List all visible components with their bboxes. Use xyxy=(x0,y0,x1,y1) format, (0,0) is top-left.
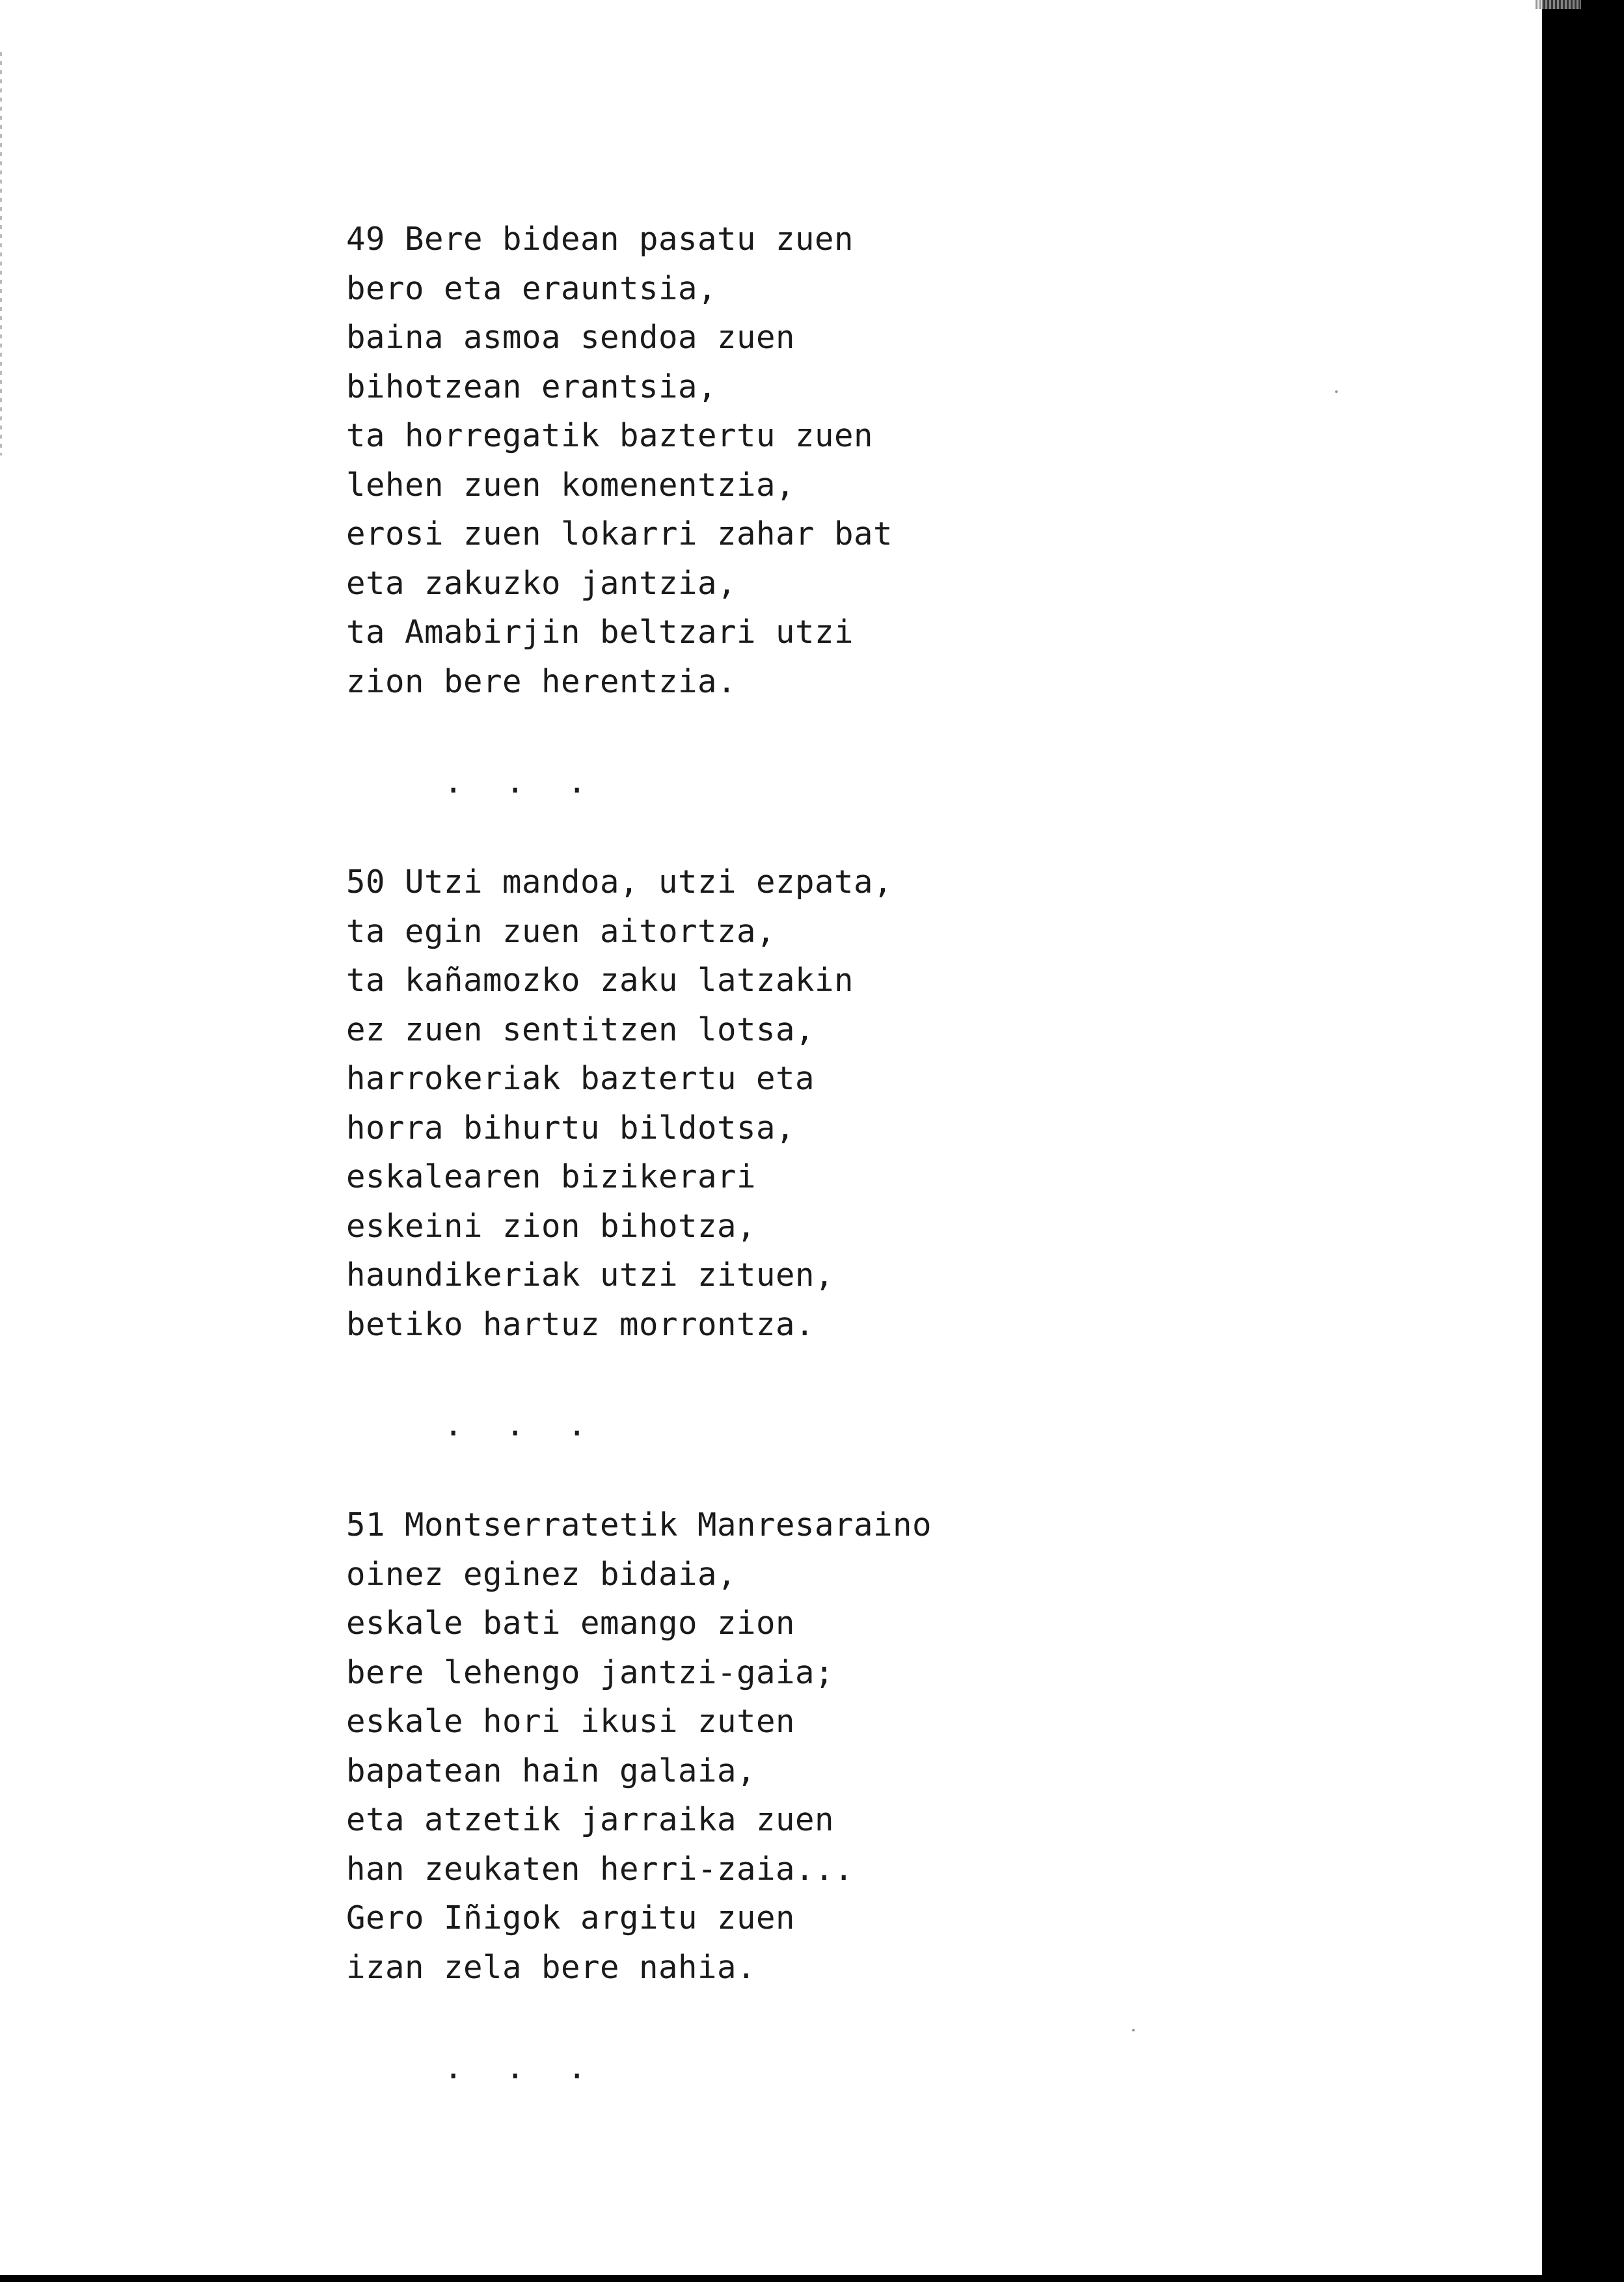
verse-line: 51 Montserratetik Manresaraino xyxy=(346,1506,932,1543)
verse-line: 50 Utzi mandoa, utzi ezpata, xyxy=(346,863,893,901)
verse-line: Gero Iñigok argitu zuen xyxy=(346,1899,796,1936)
verse-line: ta egin zuen aitortza, xyxy=(346,912,776,950)
verse-line: harrokeriak baztertu eta xyxy=(346,1060,815,1097)
scan-bottom-black-border xyxy=(0,2275,1624,2282)
verse-line: bero eta erauntsia, xyxy=(346,269,718,307)
scan-right-black-border xyxy=(1542,0,1624,2282)
verse-line: ta Amabirjin beltzari utzi xyxy=(346,614,854,651)
verse-line: han zeukaten herri-zaia... xyxy=(346,1850,854,1888)
stanza-separator: . . . xyxy=(444,763,599,800)
verse-line: baina asmoa sendoa zuen xyxy=(346,319,796,356)
verse-line: eskale bati emango zion xyxy=(346,1605,796,1642)
scan-top-noise xyxy=(1536,0,1581,9)
verse-line: eta atzetik jarraika zuen xyxy=(346,1801,835,1838)
verse-line: oinez eginez bidaia, xyxy=(346,1555,737,1593)
verse-line: eskeini zion bihotza, xyxy=(346,1207,757,1245)
verse-line: bapatean hain galaia, xyxy=(346,1752,757,1789)
verse-line: 49 Bere bidean pasatu zuen xyxy=(346,221,854,258)
verse-line: eskalearen bizikerari xyxy=(346,1158,757,1195)
verse-line: eskale hori ikusi zuten xyxy=(346,1703,796,1740)
verse-line: ta horregatik baztertu zuen xyxy=(346,417,874,454)
stanza-50 xyxy=(346,858,1127,1501)
stanza-49 xyxy=(346,215,1127,858)
verse-line: haundikeriak utzi zituen, xyxy=(346,1256,835,1294)
verse-line: bihotzean erantsia, xyxy=(346,368,718,405)
verse-line: bere lehengo jantzi-gaia; xyxy=(346,1653,835,1691)
stanza-separator: . . . xyxy=(444,1406,599,1443)
scan-speck xyxy=(1335,390,1338,393)
verse-line: eta zakuzko jantzia, xyxy=(346,564,737,602)
poem-body xyxy=(346,215,1127,2143)
verse-line: lehen zuen komenentzia, xyxy=(346,466,796,504)
stanza-51 xyxy=(346,1501,1127,2143)
scan-speck xyxy=(1132,2029,1135,2031)
scan-left-edge-marks xyxy=(0,52,2,455)
verse-line: erosi zuen lokarri zahar bat xyxy=(346,515,893,552)
verse-line: ez zuen sentitzen lotsa, xyxy=(346,1011,815,1048)
verse-line: horra bihurtu bildotsa, xyxy=(346,1109,796,1147)
stanza-separator: . . . xyxy=(444,2049,599,2086)
verse-line: zion bere herentzia. xyxy=(346,662,737,700)
verse-line: izan zela bere nahia. xyxy=(346,1948,757,1986)
verse-line: betiko hartuz morrontza. xyxy=(346,1305,815,1343)
verse-line: ta kañamozko zaku latzakin xyxy=(346,962,854,999)
